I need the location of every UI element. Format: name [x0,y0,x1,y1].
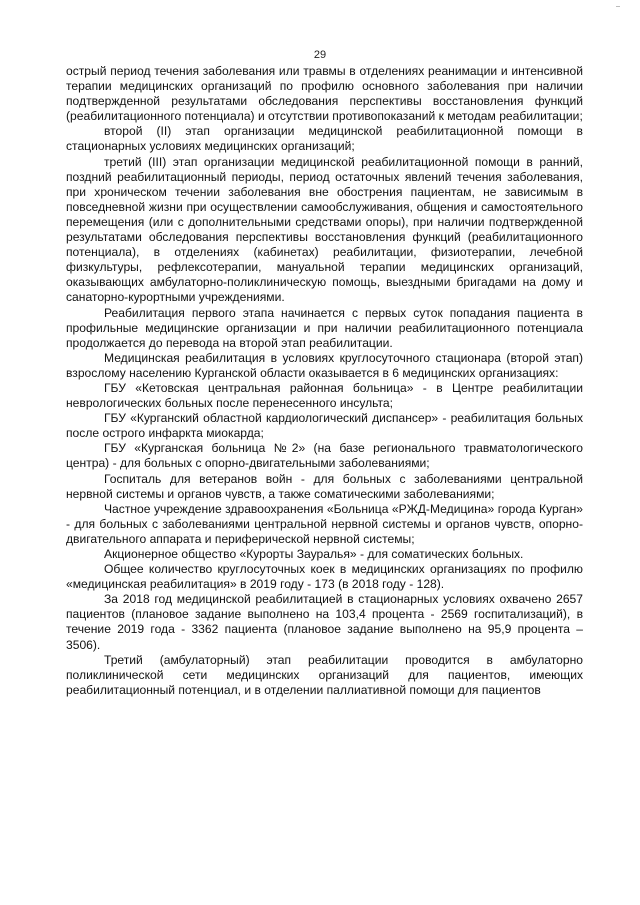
paragraph: Третий (амбулаторный) этап реабилитации проводится в амбулаторно поликлинической сети медицинских организаций для пациентов, имеющих реабилитационный потенциал, и в отделении паллиативной помощи для пациентов [66,652,583,697]
paragraph: Медицинская реабилитация в условиях круглосуточного стационара (второй этап) взрослому населению Курганской области оказывается в 6 медицинских организациях: [66,350,583,380]
scan-mark [616,6,620,7]
paragraph: острый период течения заболевания или травмы в отделениях реанимации и интенсивной терапии медицинских организаций по профилю основного заболевания при наличии подтвержденной результатами обследования перспективы восстановления функций (реабилитационного потенциала) и отсутствии противопоказаний к методам реабилитации; [66,64,583,124]
paragraph: ГБУ «Кетовская центральная районная больница» - в Центре реабилитации неврологических больных после перенесенного инсульта; [66,380,583,411]
paragraph: второй (II) этап организации медицинской реабилитационной помощи в стационарных условиях медицинских организаций; [66,124,583,154]
paragraph: Госпиталь для ветеранов войн - для больных с заболеваниями центральной нервной системы и органов чувств, а также соматическими заболеваниями; [66,471,583,501]
paragraph: Частное учреждение здравоохранения «Больница «РЖД-Медицина» города Курган» - для больных с заболеваниями центральной нервной системы и органов чувств, опорно-двигательного аппарата и периферической нервной системы; [66,501,583,546]
paragraph: третий (III) этап организации медицинской реабилитационной помощи в ранний, поздний реабилитационный периоды, период остаточных явлений течения заболевания, при хроническом течении заболевания вне обострения пациентам, не зависимым в повседневной жизни при осуществлении самообслуживания, общения и самостоятельного перемещения (или с дополнительными средствами опоры), при наличии подтвержденной результатами обследования перспективы восстановления функций (реабилитационного потенциала), в отделениях (кабинетах) реабилитации, физиотерапии, лечебной физкультуры, рефлексотерапии, мануальной терапии медицинских организаций, оказывающих амбулаторно-поликлиническую помощь, выездными бригадами на дому и санаторно-курортными учреждениями. [66,154,583,305]
body-text [66,64,583,698]
paragraph: ГБУ «Курганская больница №2» (на базе регионального травматологического центра) - для больных с опорно-двигательными заболеваниями; [66,441,583,471]
paragraph: ГБУ «Курганский областной кардиологический диспансер» - реабилитация больных после острого инфаркта миокарда; [66,411,583,441]
paragraph: За 2018 год медицинской реабилитацией в стационарных условиях охвачено 2657 пациентов (плановое задание выполнено на 103,4 процента - 2569 госпитализаций), в течение 2019 года - 3362 пациента (плановое задание выполнено на 95,9 процента – 3506). [66,592,583,652]
paragraph: Общее количество круглосуточных коек в медицинских организациях по профилю «медицинская реабилитация» в 2019 году - 173 (в 2018 году - 128). [66,562,583,592]
paragraph: Акционерное общество «Курорты Зауралья» - для соматических больных. [104,547,524,561]
paragraph: Реабилитация первого этапа начинается с первых суток попадания пациента в профильные медицинские организации и при наличии реабилитационного потенциала продолжается до перевода на второй этап реабилитации. [66,305,583,350]
page-number: 29 [313,49,327,61]
